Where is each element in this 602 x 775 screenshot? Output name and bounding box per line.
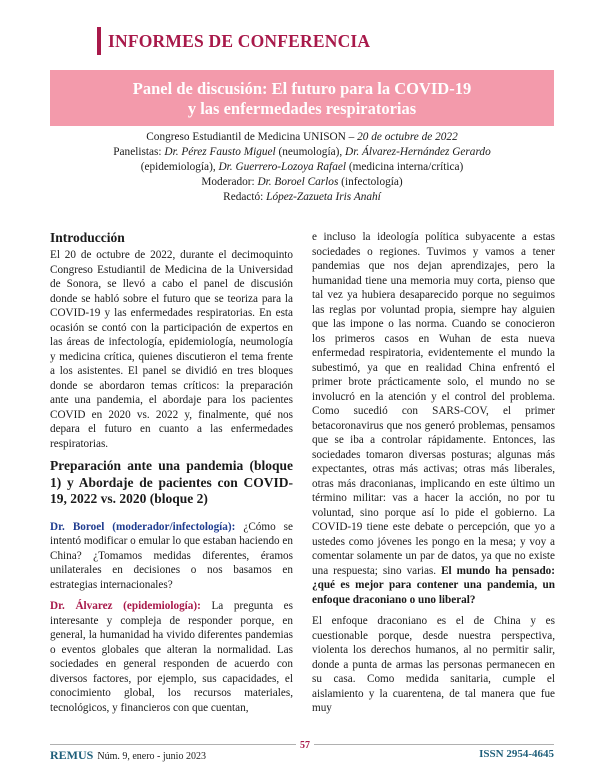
moderator-speaker: Dr. Boroel (moderador/infectología): [50,520,236,533]
draconian-paragraph: El enfoque draconiano es el de China y es cuestionable porque, desde nuestra perspectiva, violenta los derechos humanos, al no permitir salir, donde a punta de armas las personas permanecen en su casa. Como medida sanitaria, cumple el aislamiento y la cuarentena, de tal manera que fue muy [312,615,555,714]
panelists-line-2: (epidemiología), Dr. Guerrero-Lozoya Rafael (medicina interna/crítica) [140,161,464,173]
epidemiology-speaker: Dr. Álvarez (epidemiología): [50,600,201,612]
conference-meta [50,130,554,205]
block-heading: Preparación ante una pandemia (bloque 1) y Abordaje de pacientes con COVID-19, 2022 vs. 2020 (bloque 2) [50,458,293,506]
issn: ISSN 2954-4645 [479,748,554,760]
continued-paragraph: e incluso la ideología política subyacente a estas sociedades o regiones. Tuvimos y vamos a tener pandemias que nos dejan aprendizajes, pero la humanidad tiene una memoria muy corta, pienso que tal vez ya hubiera desaparecido porque no seguimos las reglas por voluntad propia, siempre hay alguien que las impone o las norma. Cuando se conocieron los primeros casos en Wuhan de esta nueva enfermedad respiratoria, evidentemente el mundo la subestimó, ya que en realidad China enfrentó el primer brote prácticamente solo, el mundo no se involucró en la atención y el control del problema. Como sucedió con SARS-COV, el primer betacoronavirus que nos generó problemas, pensamos que se iba a controlar rápidamente. Entonces, las sociedades tomaron diversas posturas; algunas más expectantes, otras más activas; otras más liberales, otras más draconianas, implicando en este último un término militar: vas a hacer la acción, no por tu voluntad, sino porque así lo pide el gobierno. La COVID-19 tiene este debate o percepción, que yo a ustedes como jóvenes les pongo en la mesa; y voy a comentar solamente un par de datos, ya que no existe una respuesta; sino varias. El mundo ha pensado: ¿qué es mejor para contener una pandemia, un enfoque draconiano o uno liberal? [312,231,555,606]
issue-info: Núm. 9, enero - junio 2023 [97,751,206,762]
panelists-line: Panelistas: Dr. Pérez Fausto Miguel (neumología), Dr. Álvarez-Hernández Gerardo [113,146,491,158]
intro-paragraph: El 20 de octubre de 2022, durante el decimoquinto Congreso Estudiantil de Medicina de la Universidad de Sonora, se llevó a cabo el panel de discusión donde se habló sobre el futuro que se teoriza para la COVID-19 y las enfermedades respiratorias. En esta ocasión se contó con la participación de expertos en las áreas de infectología, epidemiología, neumología y medicina crítica, quienes discutieron el tema frente a los asistentes. El panel se dividió en tres bloques donde se abordaron temas críticos: la preparación ante una pandemia, el abordaje para los pacientes COVID en 2020 vs. 2022 y, finalmente, qué nos depara el futuro en cuanto a las enfermedades respiratorias. [50,249,293,450]
answer-paragraph: Dr. Álvarez (epidemiología): La pregunta es interesante y compleja de responder porque, en general, la humanidad ha vivido diferentes pandemias o eventos globales que alteran la normalidad. Las sociedades en general responden de acuerdo con diversos factores, por ejemplo, sus capacidades, el conocimiento global, los recursos materiales, tecnológicos, y financieros con que cuentan, [50,600,294,714]
footer-journal [50,748,206,763]
section-accent-bar [97,27,101,55]
title-line-1: Panel de discusión: El futuro para la COVID-19 [132,79,472,98]
title-banner [50,70,554,126]
writer-line: Redactó: López-Zazueta Iris Anahí [223,191,381,203]
intro-heading: Introducción [50,230,125,245]
right-column [312,230,555,723]
section-heading: INFORMES DE CONFERENCIA [108,31,371,51]
journal-brand: REMUS [50,748,94,762]
left-column [50,230,293,722]
key-question: El mundo ha pensado: ¿qué es mejor para contener una pandemia, un enfoque draconiano o uno liberal? [312,564,555,606]
congress-line: Congreso Estudiantil de Medicina UNISON – 20 de octubre de 2022 [146,131,458,143]
moderator-line: Moderador: Dr. Boroel Carlos (infectología) [201,176,403,188]
question-paragraph: Dr. Boroel (moderador/infectología): ¿Cómo se intentó modificar o emular lo que estaban haciendo en China? ¿Tomamos medidas diferentes, éramos unilaterales en decisiones o nos basamos en estrategias internacionales? [50,520,293,591]
page-number: 57 [296,740,314,751]
title-line-2: y las enfermedades respiratorias [187,99,417,118]
